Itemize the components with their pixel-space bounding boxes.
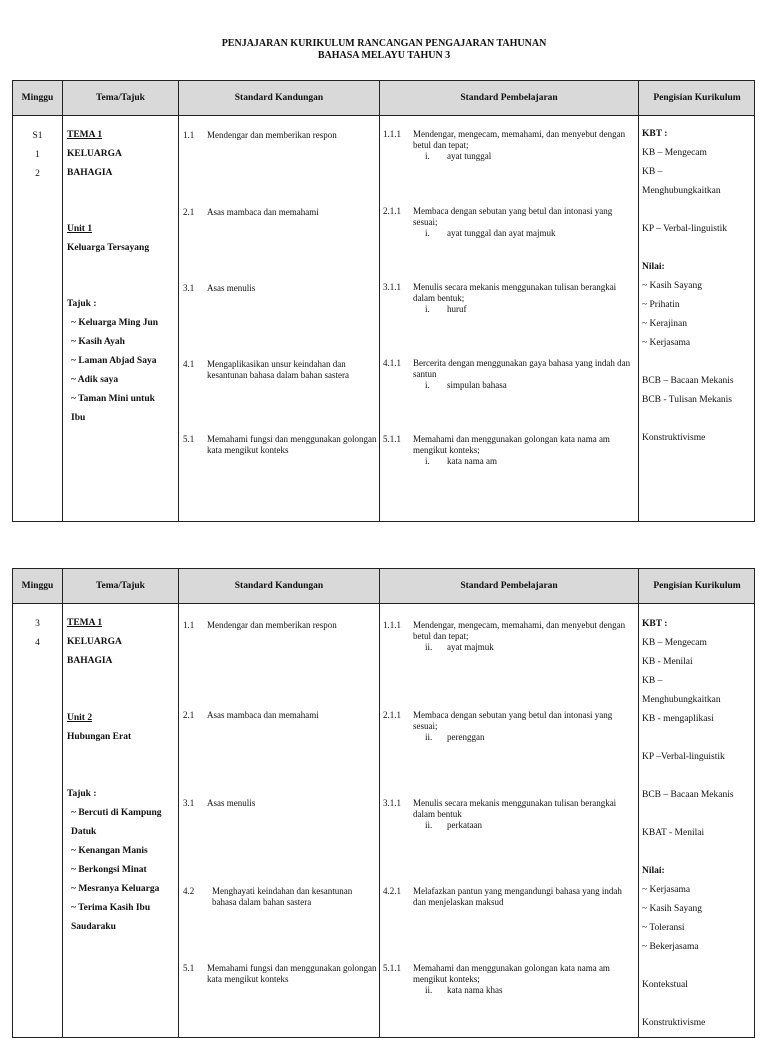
rpt-table-week-3-4 <box>12 568 755 1038</box>
sk-number: 3.1 <box>183 283 195 293</box>
sp-text: Memahami dan menggunakan golongan kata nama am mengikut konteks; <box>413 963 610 984</box>
nilai-item: ~ Kerjasama <box>642 885 691 895</box>
sk-number: 1.1 <box>183 130 195 140</box>
bcb-item: BCB - Tulisan Mekanis <box>642 395 733 405</box>
sp-item: perenggan <box>447 732 485 742</box>
sp-block <box>413 798 635 831</box>
sk-text: Mendengar dan memberikan respon <box>207 620 337 630</box>
pengisian-kurikulum-cell <box>642 615 754 1033</box>
nilai-item: ~ Kasih Sayang <box>642 904 703 914</box>
nilai-item: ~ Kerajinan <box>642 319 687 329</box>
unit-block <box>67 220 177 258</box>
tema-name: BAHAGIA <box>67 168 113 178</box>
sp-number: 2.1.1 <box>383 710 401 720</box>
week-label: 4 <box>35 638 40 648</box>
kbt-item: KB – <box>642 676 663 686</box>
sp-block <box>413 129 635 162</box>
sp-item-roman: i. <box>425 456 430 466</box>
table-header-row <box>13 81 754 116</box>
unit-name: Hubungan Erat <box>67 732 132 742</box>
sp-item: ayat tunggal dan ayat majmuk <box>447 228 556 238</box>
sk-text: Asas mambaca dan memahami <box>207 207 319 217</box>
header-standard-kandungan: Standard Kandungan <box>234 93 324 103</box>
pendekatan-item: Konstruktivisme <box>642 1018 706 1028</box>
unit-label: Unit 2 <box>67 713 93 723</box>
tajuk-block <box>67 785 177 937</box>
tajuk-item: ~ Taman Mini untuk <box>71 394 155 404</box>
tajuk-item: Datuk <box>71 827 97 837</box>
sp-text: Bercerita dengan menggunakan gaya bahasa yang indah dan santun <box>413 358 631 379</box>
header-pengisian-kurikulum: Pengisian Kurikulum <box>653 93 741 103</box>
sp-text: Melafazkan pantun yang mengandungi bahasa yang indah dan menjelaskan maksud <box>413 886 622 907</box>
sk-text: Menghayati keindahan dan kesantunan bahasa dalam bahan sastera <box>212 886 353 907</box>
sk-number: 2.1 <box>183 710 195 720</box>
sk-number: 1.1 <box>183 620 195 630</box>
tajuk-item: ~ Keluarga Ming Jun <box>71 318 159 328</box>
week-label: 1 <box>35 150 40 160</box>
sp-item-roman: i. <box>425 228 430 238</box>
sp-number: 2.1.1 <box>383 206 401 216</box>
pengisian-kurikulum-cell <box>642 125 754 448</box>
header-standard-pembelajaran: Standard Pembelajaran <box>460 581 558 591</box>
sp-text: Menulis secara mekanis menggunakan tulisan berangkai dalam bentuk <box>413 798 617 819</box>
header-minggu: Minggu <box>21 93 54 103</box>
sk-text: Memahami fungsi dan menggunakan golongan kata mengikut konteks <box>207 963 377 984</box>
sp-block <box>413 963 635 996</box>
sp-block <box>413 358 635 391</box>
sp-text: Membaca dengan sebutan yang betul dan intonasi yang sesuai; <box>413 710 613 731</box>
bcb-item: BCB – Bacaan Mekanis <box>642 790 734 800</box>
sp-number: 4.2.1 <box>383 886 401 896</box>
kbat-item: KBAT - Menilai <box>642 828 705 838</box>
sp-item: huruf <box>447 304 467 314</box>
sp-number: 5.1.1 <box>383 434 401 444</box>
tajuk-item: ~ Adik saya <box>71 375 119 385</box>
sp-item: simpulan bahasa <box>447 380 507 390</box>
sp-item: ayat majmuk <box>447 642 494 652</box>
sp-block <box>413 206 635 239</box>
kbt-item: KB - mengaplikasi <box>642 714 714 724</box>
sp-item-roman: i. <box>425 151 430 161</box>
minggu-cell <box>13 127 62 184</box>
minggu-cell <box>13 615 62 653</box>
sp-item-roman: ii. <box>425 732 433 742</box>
kp-item: KP –Verbal-linguistik <box>642 752 725 762</box>
week-label: S1 <box>32 131 43 141</box>
tema-label: TEMA 1 <box>67 618 103 628</box>
kbt-item: KB - Menilai <box>642 657 693 667</box>
sp-text: Memahami dan menggunakan golongan kata nama am mengikut konteks; <box>413 434 610 455</box>
unit-name: Keluarga Tersayang <box>67 243 150 253</box>
sp-number: 4.1.1 <box>383 358 401 368</box>
header-minggu: Minggu <box>21 581 54 591</box>
sp-item: ayat tunggal <box>447 151 492 161</box>
header-standard-kandungan: Standard Kandungan <box>234 581 324 591</box>
sk-number: 5.1 <box>183 434 195 444</box>
tajuk-item: ~ Terima Kasih Ibu <box>71 903 151 913</box>
kbt-label: KBT : <box>642 619 668 629</box>
tajuk-item: Saudaraku <box>71 922 116 932</box>
sk-text: Mengaplikasikan unsur keindahan dan kesantunan bahasa dalam bahan sastera <box>207 359 349 380</box>
tema-cell <box>67 126 177 183</box>
sp-item-roman: i. <box>425 304 430 314</box>
sp-block <box>413 434 635 467</box>
kbt-label: KBT : <box>642 129 668 139</box>
header-pengisian-kurikulum: Pengisian Kurikulum <box>653 581 741 591</box>
sp-number: 1.1.1 <box>383 620 401 630</box>
table-header-row <box>13 569 754 604</box>
bcb-item: BCB – Bacaan Mekanis <box>642 376 734 386</box>
week-label: 2 <box>35 169 40 179</box>
header-standard-pembelajaran: Standard Pembelajaran <box>460 93 558 103</box>
sp-item: perkataan <box>447 820 482 830</box>
tajuk-item: ~ Berkongsi Minat <box>71 865 147 875</box>
sp-item: kata nama am <box>447 456 497 466</box>
sk-number: 3.1 <box>183 798 195 808</box>
unit-label: Unit 1 <box>67 224 93 234</box>
pendekatan-item: Konstruktivisme <box>642 433 706 443</box>
header-tema-tajuk: Tema/Tajuk <box>96 581 145 591</box>
tajuk-label: Tajuk : <box>67 299 97 309</box>
sk-number: 4.1 <box>183 359 195 369</box>
sp-number: 1.1.1 <box>383 129 401 139</box>
nilai-item: ~ Kerjasama <box>642 338 691 348</box>
kbt-item: KB – Mengecam <box>642 148 707 158</box>
tema-label: TEMA 1 <box>67 130 103 140</box>
sp-text: Mendengar, mengecam, memahami, dan menyebut dengan betul dan tepat; <box>413 129 626 150</box>
sp-number: 3.1.1 <box>383 282 401 292</box>
week-label: 3 <box>35 619 40 629</box>
tajuk-item: ~ Kenangan Manis <box>71 846 148 856</box>
kp-item: KP – Verbal-linguistik <box>642 224 727 234</box>
unit-block <box>67 709 177 747</box>
nilai-item: ~ Bekerjasama <box>642 942 699 952</box>
pendekatan-item: Kontekstual <box>642 980 688 990</box>
rpt-table-week-1-2 <box>12 80 755 522</box>
sp-item-roman: ii. <box>425 985 433 995</box>
sk-number: 2.1 <box>183 207 195 217</box>
nilai-item: ~ Kasih Sayang <box>642 281 703 291</box>
nilai-item: ~ Prihatin <box>642 300 680 310</box>
kbt-item: Menghubungkaitkan <box>642 695 721 705</box>
sp-block <box>413 282 635 315</box>
sp-item: kata nama khas <box>447 985 503 995</box>
sp-number: 5.1.1 <box>383 963 401 973</box>
sk-number: 4.2 <box>183 886 195 896</box>
tema-cell <box>67 614 177 671</box>
sk-text: Memahami fungsi dan menggunakan golongan kata mengikut konteks <box>207 434 377 455</box>
sk-text: Asas menulis <box>207 798 256 808</box>
sp-item-roman: ii. <box>425 820 433 830</box>
tajuk-item: ~ Kasih Ayah <box>71 337 125 347</box>
tajuk-item: ~ Mesranya Keluarga <box>71 884 160 894</box>
document-subtitle: BAHASA MELAYU TAHUN 3 <box>317 50 451 61</box>
sp-number: 3.1.1 <box>383 798 401 808</box>
sp-item-roman: ii. <box>425 642 433 652</box>
tajuk-item: Ibu <box>71 413 86 423</box>
nilai-item: ~ Toleransi <box>642 923 685 933</box>
tema-name: BAHAGIA <box>67 656 113 666</box>
tajuk-item: ~ Laman Abjad Saya <box>71 356 157 366</box>
sp-block <box>413 886 635 908</box>
sp-text: Mendengar, mengecam, memahami, dan menyebut dengan betul dan tepat; <box>413 620 626 641</box>
tajuk-label: Tajuk : <box>67 789 97 799</box>
tajuk-block <box>67 295 177 428</box>
sp-item-roman: i. <box>425 380 430 390</box>
tema-name: KELUARGA <box>67 149 122 159</box>
sk-number: 5.1 <box>183 963 195 973</box>
header-tema-tajuk: Tema/Tajuk <box>96 93 145 103</box>
sp-text: Membaca dengan sebutan yang betul dan intonasi yang sesuai; <box>413 206 613 227</box>
sp-block <box>413 710 635 743</box>
kbt-item: KB – <box>642 167 663 177</box>
sk-text: Asas mambaca dan memahami <box>207 710 319 720</box>
sp-block <box>413 620 635 653</box>
nilai-label: Nilai: <box>642 866 665 876</box>
nilai-label: Nilai: <box>642 262 665 272</box>
tema-name: KELUARGA <box>67 637 122 647</box>
sp-text: Menulis secara mekanis menggunakan tulisan berangkai dalam bentuk; <box>413 282 617 303</box>
sk-text: Asas menulis <box>207 283 256 293</box>
document-title: PENJAJARAN KURIKULUM RANCANGAN PENGAJARAN TAHUNAN <box>221 38 547 49</box>
tajuk-item: ~ Bercuti di Kampung <box>71 808 162 818</box>
kbt-item: KB – Mengecam <box>642 638 707 648</box>
kbt-item: Menghubungkaitkan <box>642 186 721 196</box>
sk-text: Mendengar dan memberikan respon <box>207 130 337 140</box>
